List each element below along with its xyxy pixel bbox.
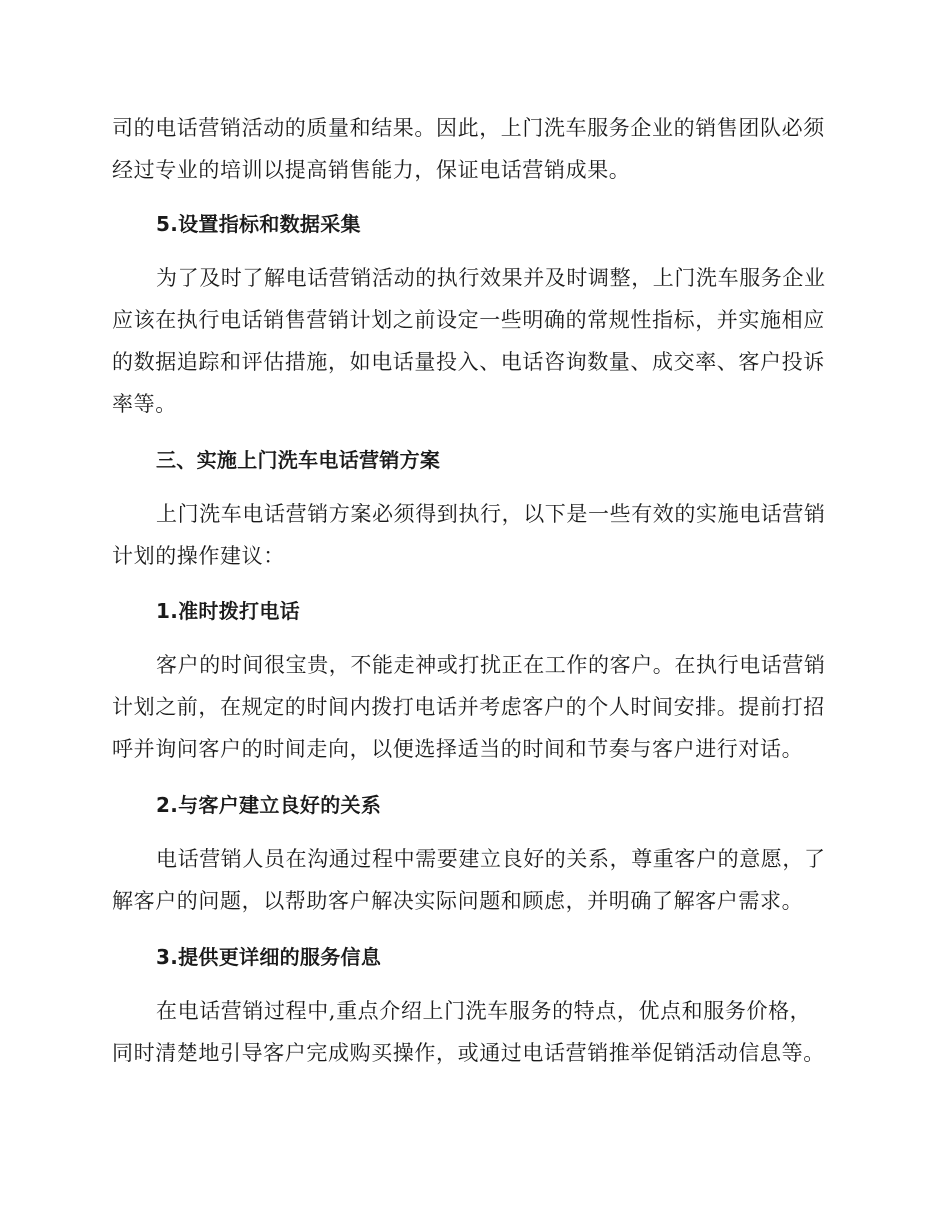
subheading-service-info: 3.提供更详细的服务信息 (156, 945, 382, 969)
subheading-relationship: 2.与客户建立良好的关系 (156, 793, 382, 817)
paragraph-line: 客户的时间很宝贵，不能走神或打扰正在工作的客户。在执行电话营销 (156, 653, 826, 677)
paragraph-line: 率等。 (112, 392, 177, 416)
subheading-call-on-time: 1.准时拨打电话 (156, 599, 300, 623)
paragraph-line: 解客户的问题，以帮助客户解决实际问题和顾虑，并明确了解客户需求。 (112, 889, 804, 913)
paragraph-line: 计划的操作建议： (112, 544, 285, 568)
paragraph-line: 的数据追踪和评估措施，如电话量投入、电话咨询数量、成交率、客户投诉 (112, 350, 825, 374)
paragraph-line: 在电话营销过程中,重点介绍上门洗车服务的特点，优点和服务价格， (156, 999, 812, 1023)
paragraph-line: 经过专业的培训以提高销售能力，保证电话营销成果。 (112, 158, 631, 182)
paragraph-line: 司的电话营销活动的质量和结果。因此，上门洗车服务企业的销售团队必须 (112, 116, 825, 140)
paragraph-line: 计划之前，在规定的时间内拨打电话并考虑客户的个人时间安排。提前打招 (112, 695, 825, 719)
paragraph-line: 为了及时了解电话营销活动的执行效果并及时调整，上门洗车服务企业 (156, 266, 826, 290)
paragraph-line: 电话营销人员在沟通过程中需要建立良好的关系，尊重客户的意愿，了 (156, 847, 826, 871)
section-heading: 三、实施上门洗车电话营销方案 (156, 448, 441, 472)
paragraph-line: 同时清楚地引导客户完成购买操作，或通过电话营销推举促销活动信息等。 (112, 1041, 825, 1065)
subheading-indicators: 5.设置指标和数据采集 (156, 212, 361, 236)
paragraph-line: 应该在执行电话销售营销计划之前设定一些明确的常规性指标，并实施相应 (112, 308, 825, 332)
paragraph-line: 呼并询问客户的时间走向，以便选择适当的时间和节奏与客户进行对话。 (112, 737, 804, 761)
paragraph-line: 上门洗车电话营销方案必须得到执行，以下是一些有效的实施电话营销 (156, 502, 826, 526)
